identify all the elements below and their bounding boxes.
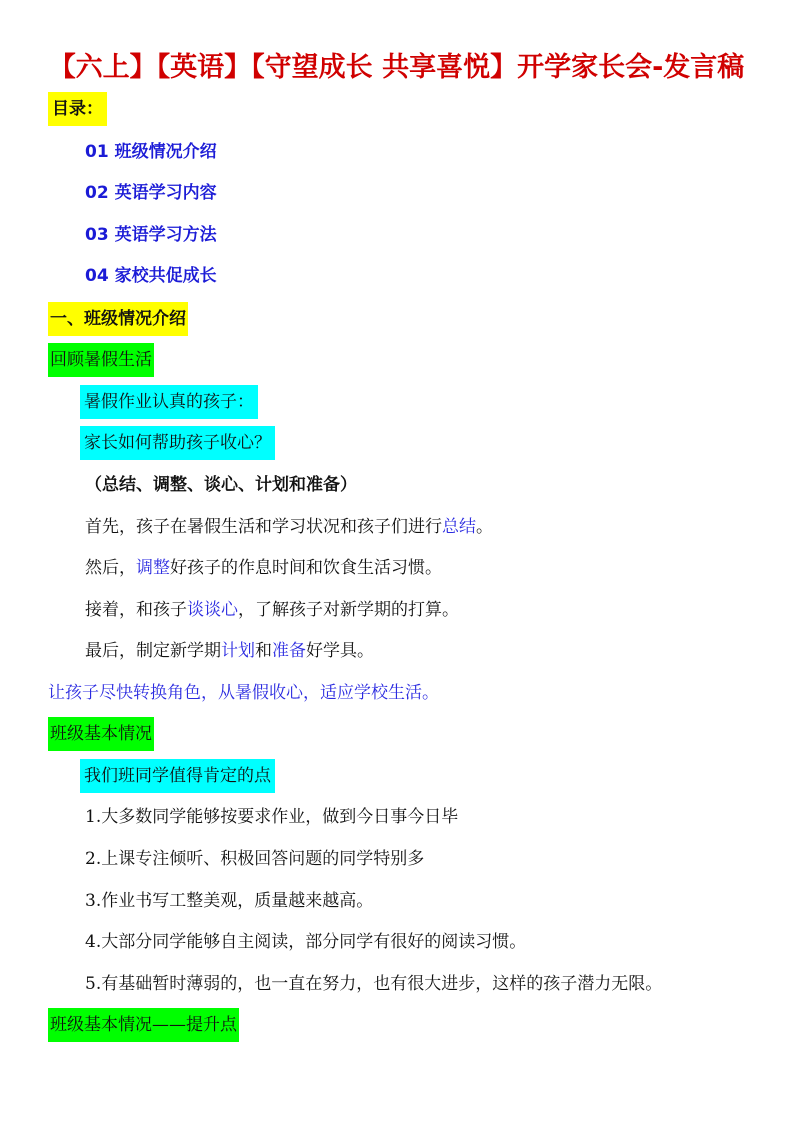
- paragraph-2: [85, 551, 442, 585]
- conclusion-line: 让孩子尽快转换角色，从暑假收心，适应学校生活。: [48, 683, 439, 703]
- part-3-heading-line: [48, 1008, 239, 1042]
- paragraph-4-keyword-1: 计划: [221, 641, 255, 661]
- paragraph-3-end: ，了解孩子对新学期的打算。: [238, 600, 459, 620]
- paragraph-3-text: 接着，和孩子: [85, 600, 187, 620]
- summary-line: （总结、调整、谈心、计划和准备）: [85, 475, 357, 495]
- part-3-heading: 班级基本情况——提升点: [48, 1008, 239, 1042]
- question-2-line: [80, 426, 275, 460]
- list-item: 1.大多数同学能够按要求作业，做到今日事今日毕: [85, 807, 459, 827]
- part-2-heading-line: [48, 717, 154, 751]
- part-2-subheading: 我们班同学值得肯定的点: [80, 759, 275, 793]
- question-1: 暑假作业认真的孩子：: [80, 385, 258, 419]
- part-1-heading-line: [48, 343, 154, 377]
- list-item: 2.上课专注倾听、积极回答问题的同学特别多: [85, 849, 425, 869]
- paragraph-4: [85, 634, 374, 668]
- paragraph-2-keyword: 调整: [136, 558, 170, 578]
- paragraph-2-end: 好孩子的作息时间和饮食生活习惯。: [170, 558, 442, 578]
- paragraph-1: [85, 510, 493, 544]
- toc-item-4: 04 家校共促成长: [85, 266, 217, 286]
- page-title: 【六上】【英语】【守望成长 共享喜悦】开学家长会-发言稿: [48, 52, 745, 83]
- paragraph-1-text: 首先，孩子在暑假生活和学习状况和孩子们进行: [85, 517, 442, 537]
- paragraph-1-keyword: 总结: [442, 517, 476, 537]
- toc-label: 目录：: [48, 92, 107, 126]
- paragraph-2-text: 然后，: [85, 558, 136, 578]
- paragraph-4-keyword-2: 准备: [272, 641, 306, 661]
- paragraph-1-end: 。: [476, 517, 493, 537]
- question-1-line: [80, 385, 258, 419]
- paragraph-4-mid: 和: [255, 641, 272, 661]
- toc-item-2: 02 英语学习内容: [85, 183, 217, 203]
- list-item: 5.有基础暂时薄弱的，也一直在努力，也有很大进步，这样的孩子潜力无限。: [85, 974, 663, 994]
- part-1-heading: 回顾暑假生活: [48, 343, 154, 377]
- question-2: 家长如何帮助孩子收心？: [80, 426, 275, 460]
- list-item: 3.作业书写工整美观，质量越来越高。: [85, 891, 374, 911]
- part-2-heading: 班级基本情况: [48, 717, 154, 751]
- paragraph-4-text: 最后，制定新学期: [85, 641, 221, 661]
- section-1-heading: 一、班级情况介绍: [48, 302, 188, 336]
- part-2-sub-line: [80, 759, 275, 793]
- toc-label-line: [48, 92, 107, 126]
- toc-item-1: 01 班级情况介绍: [85, 142, 217, 162]
- section-1-heading-line: [48, 302, 188, 336]
- paragraph-4-end: 好学具。: [306, 641, 374, 661]
- paragraph-3-keyword: 谈谈心: [187, 600, 238, 620]
- toc-item-3: 03 英语学习方法: [85, 225, 217, 245]
- list-item: 4.大部分同学能够自主阅读，部分同学有很好的阅读习惯。: [85, 932, 527, 952]
- paragraph-3: [85, 593, 459, 627]
